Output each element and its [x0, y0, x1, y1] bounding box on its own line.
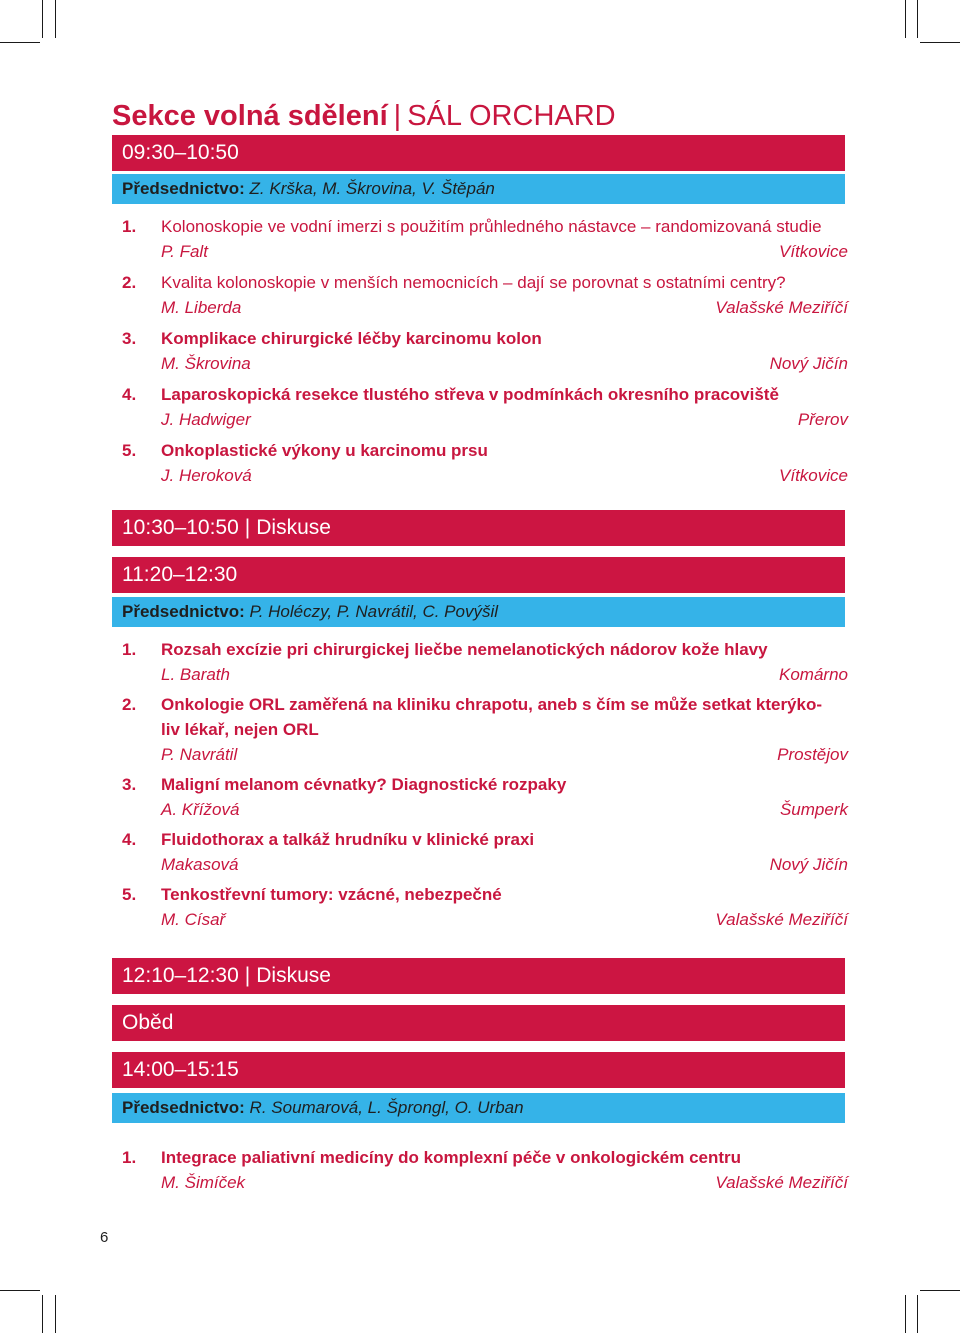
chair-bar [112, 1093, 845, 1123]
talk-title: Onkologie ORL zaměřená na kliniku chrapotu, aneb s čím se může setkat kterýko- [161, 695, 823, 714]
time-bar [112, 557, 845, 593]
talk-title: Maligní melanom cévnatky? Diagnostické rozpaky [161, 775, 567, 794]
talk-place: Nový Jičín [769, 354, 848, 373]
talk-speaker: Makasová [161, 855, 239, 874]
crop-mark [905, 1295, 906, 1333]
talk-number: 1. [122, 1148, 137, 1167]
talk-number: 2. [122, 273, 137, 292]
page-number: 6 [100, 1229, 109, 1246]
room-name: SÁL ORCHARD [407, 100, 616, 132]
talk-meta-line [122, 742, 848, 767]
time-label: 14:00–15:15 [122, 1058, 239, 1081]
chair-label: Předsednictvo: [122, 179, 245, 198]
talk-meta-line [122, 1170, 848, 1195]
talk-item [122, 270, 848, 320]
talk-place: Přerov [797, 410, 848, 429]
crop-mark [55, 1295, 56, 1333]
crop-mark [42, 1295, 43, 1333]
talk-number: 3. [122, 329, 137, 348]
talk-meta-line [122, 239, 848, 264]
time-bar [112, 1052, 845, 1088]
talk-speaker: P. Falt [161, 242, 208, 261]
talk-title-line [122, 717, 848, 742]
talk-title: Kolonoskopie ve vodní imerzi s použitím průhledného nástavce – randomizovaná studie [161, 217, 822, 236]
talk-place: Valašské Meziříčí [715, 298, 848, 317]
time-label: 10:30–10:50 [122, 516, 239, 539]
talk-item [122, 382, 848, 432]
talk-place: Nový Jičín [769, 855, 848, 874]
talk-title-line [122, 692, 848, 717]
talk-speaker: M. Škrovina [161, 354, 251, 373]
chair-names: Z. Krška, M. Škrovina, V. Štěpán [249, 179, 495, 198]
talk-speaker: J. Heroková [161, 466, 252, 485]
talk-title-line [122, 827, 848, 852]
talk-item [122, 1145, 848, 1195]
chair-label: Předsednictvo: [122, 602, 245, 621]
talk-item [122, 692, 848, 767]
talk-speaker: L. Barath [161, 665, 230, 684]
talk-speaker: M. Šimíček [161, 1173, 246, 1192]
crop-mark [920, 42, 960, 43]
talk-item [122, 827, 848, 877]
discussion-bar [112, 510, 845, 546]
talk-number: 3. [122, 775, 137, 794]
talk-title: Integrace paliativní medicíny do komplexní péče v onkologickém centru [161, 1148, 742, 1167]
talk-meta-line [122, 295, 848, 320]
talk-meta-line [122, 662, 848, 687]
talk-number: 4. [122, 830, 137, 849]
talk-meta-line [122, 351, 848, 376]
talk-place: Vítkovice [779, 242, 848, 261]
talk-item [122, 438, 848, 488]
section-title-bold: Sekce volná sdělení [112, 100, 388, 132]
talk-title-line [122, 382, 848, 407]
talk-title: Onkoplastické výkony u karcinomu prsu [161, 441, 488, 460]
talk-title: Kvalita kolonoskopie v menších nemocnicích – dají se porovnat s ostatními centry? [161, 273, 786, 292]
section-title [112, 96, 616, 136]
talk-title-line [122, 637, 848, 662]
discussion-label: Diskuse [256, 516, 331, 539]
talk-speaker: A. Křížová [161, 800, 240, 819]
talk-place: Komárno [779, 665, 848, 684]
title-separator: | [393, 100, 402, 132]
discussion-label: Diskuse [256, 964, 331, 987]
talk-title-line [122, 1145, 848, 1170]
crop-mark [55, 0, 56, 38]
crop-mark [905, 0, 906, 38]
chair-bar [112, 174, 845, 204]
talk-meta-line [122, 797, 848, 822]
chair-names: R. Soumarová, L. Šprongl, O. Urban [249, 1098, 524, 1117]
talk-speaker: J. Hadwiger [161, 410, 251, 429]
talk-item [122, 882, 848, 932]
crop-mark [920, 1290, 960, 1291]
crop-mark [917, 1295, 918, 1333]
chair-bar [112, 597, 845, 627]
bar-separator: | [244, 516, 251, 539]
talk-number: 5. [122, 885, 137, 904]
chair-names: P. Holéczy, P. Navrátil, C. Povýšil [249, 602, 499, 621]
talk-item [122, 772, 848, 822]
talk-number: 1. [122, 640, 137, 659]
crop-mark [0, 1290, 40, 1291]
bar-separator: | [244, 964, 251, 987]
talk-title-line [122, 438, 848, 463]
talk-title-line [122, 326, 848, 351]
talk-title-line [122, 882, 848, 907]
talk-title: Laparoskopická resekce tlustého střeva v podmínkách okresního pracoviště [161, 385, 779, 404]
talk-title-line [122, 270, 848, 295]
time-bar [112, 135, 845, 171]
crop-mark [917, 0, 918, 38]
discussion-bar [112, 958, 845, 994]
talk-item [122, 637, 848, 687]
talk-title-line [122, 772, 848, 797]
talk-title: Fluidothorax a talkáž hrudníku v klinické praxi [161, 830, 535, 849]
crop-mark [0, 42, 40, 43]
talk-place: Valašské Meziříčí [715, 1173, 848, 1192]
talk-meta-line [122, 407, 848, 432]
talk-meta-line [122, 463, 848, 488]
talk-title: liv lékař, nejen ORL [161, 720, 319, 739]
talk-place: Vítkovice [779, 466, 848, 485]
talk-number: 5. [122, 441, 137, 460]
talk-number: 2. [122, 695, 137, 714]
talk-title-line [122, 214, 848, 239]
talk-place: Šumperk [779, 800, 848, 819]
lunch-bar [112, 1005, 845, 1041]
lunch-label: Oběd [122, 1011, 174, 1034]
chair-label: Předsednictvo: [122, 1098, 245, 1117]
time-label: 12:10–12:30 [122, 964, 239, 987]
talk-speaker: M. Císař [161, 910, 226, 929]
crop-mark [42, 0, 43, 38]
talk-title: Tenkostřevní tumory: vzácné, nebezpečné [161, 885, 502, 904]
talk-meta-line [122, 852, 848, 877]
talk-meta-line [122, 907, 848, 932]
talk-item [122, 326, 848, 376]
talk-title: Rozsah excízie pri chirurgickej liečbe nemelanotických nádorov kože hlavy [161, 640, 768, 659]
talk-title: Komplikace chirurgické léčby karcinomu kolon [161, 329, 542, 348]
talk-item [122, 214, 848, 264]
talk-place: Prostějov [777, 745, 848, 764]
talk-speaker: P. Navrátil [161, 745, 238, 764]
talk-place: Valašské Meziříčí [715, 910, 848, 929]
time-label: 11:20–12:30 [122, 563, 238, 586]
talk-number: 1. [122, 217, 137, 236]
time-label: 09:30–10:50 [122, 141, 239, 164]
talk-speaker: M. Liberda [161, 298, 242, 317]
talk-number: 4. [122, 385, 137, 404]
